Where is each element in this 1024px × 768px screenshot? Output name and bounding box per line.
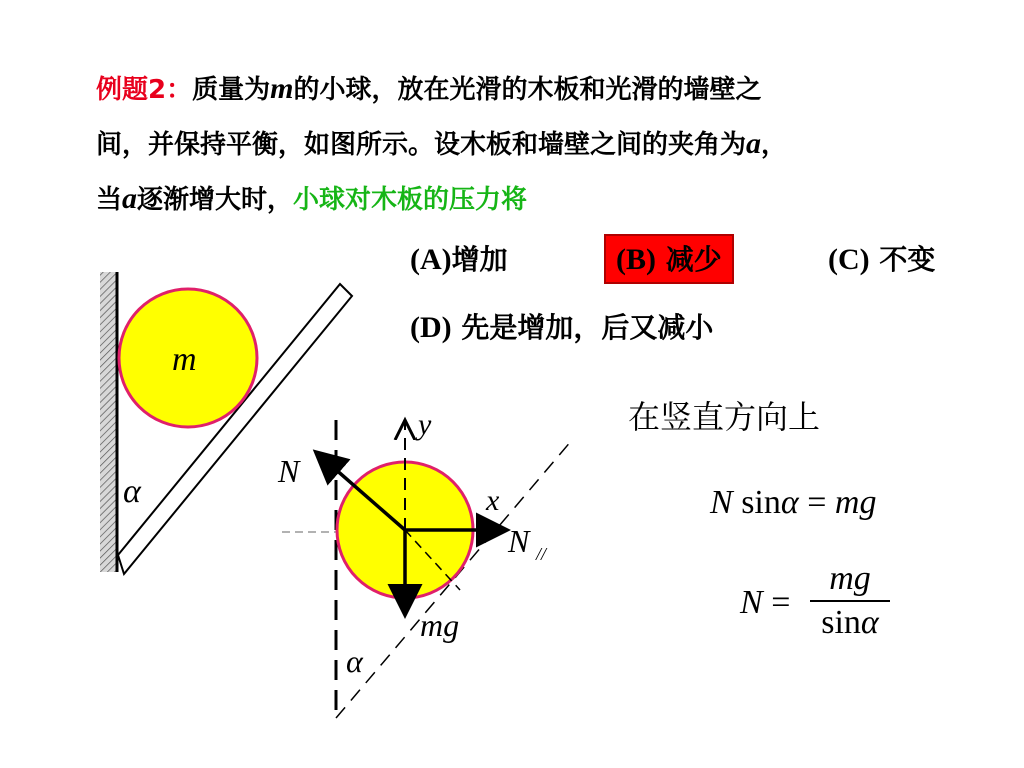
problem-text: 当 bbox=[96, 185, 123, 215]
eq2-numerator bbox=[810, 560, 890, 598]
angle-alpha-right: α bbox=[346, 643, 363, 679]
problem-text: 的小球，放在光滑的木板和光滑的墙壁之 bbox=[293, 75, 762, 105]
left-figure bbox=[100, 272, 352, 574]
option-d-label: (D) bbox=[410, 311, 452, 344]
eq2-equals: = bbox=[762, 584, 799, 621]
force-mg-label: mg bbox=[420, 607, 460, 643]
y-axis-label: y bbox=[418, 408, 432, 441]
option-a-text: 增加 bbox=[451, 243, 508, 276]
option-a-label: (A) bbox=[410, 243, 452, 276]
force-N-parallel-subscript: // bbox=[536, 544, 547, 564]
equation-2-fraction bbox=[810, 560, 890, 642]
question-text: 小球对木板的压力将 bbox=[293, 185, 528, 215]
eq1-N: N bbox=[710, 484, 733, 521]
eq2-N: N bbox=[740, 584, 763, 621]
option-b-text: 减少 bbox=[656, 243, 722, 276]
eq2-denominator bbox=[810, 600, 890, 642]
force-N-label: N bbox=[278, 453, 300, 489]
problem-text: 间，并保持平衡，如图所示。设木板和墙壁之间的夹角为 bbox=[96, 130, 747, 160]
eq1-equals: = bbox=[798, 484, 835, 521]
eq2-den-sin: sin bbox=[821, 604, 861, 641]
eq1-sin: sin bbox=[741, 484, 781, 521]
eq1-mg: mg bbox=[834, 484, 877, 521]
eq2-den-alpha: α bbox=[860, 604, 879, 641]
equation-2-lhs bbox=[740, 584, 799, 622]
wall-hatch bbox=[100, 272, 116, 572]
problem-text: 质量为 bbox=[192, 75, 271, 105]
alpha-symbol: a bbox=[122, 182, 138, 215]
option-b-label: (B) bbox=[616, 243, 656, 276]
eq2-num-text: mg bbox=[829, 560, 871, 597]
mass-symbol: m bbox=[270, 72, 294, 105]
vertical-direction-note: 在竖直方向上 bbox=[628, 398, 821, 436]
angle-alpha-left: α bbox=[123, 473, 141, 510]
alpha-symbol: a bbox=[746, 127, 762, 160]
problem-text: ， bbox=[761, 130, 788, 160]
eq1-alpha: α bbox=[780, 484, 799, 521]
option-c-label: (C) bbox=[828, 243, 870, 276]
option-c-text: 不变 bbox=[869, 243, 936, 276]
x-axis-label: x bbox=[486, 484, 500, 517]
force-diagram bbox=[277, 408, 572, 718]
force-N-parallel-label: N bbox=[508, 523, 530, 559]
problem-text: 逐渐增大时， bbox=[137, 185, 294, 215]
ball-mass-label: m bbox=[172, 341, 197, 378]
option-d-text: 先是增加，后又减小 bbox=[451, 311, 714, 344]
problem-label: 例题2： bbox=[96, 75, 193, 105]
equation-1 bbox=[710, 484, 876, 522]
